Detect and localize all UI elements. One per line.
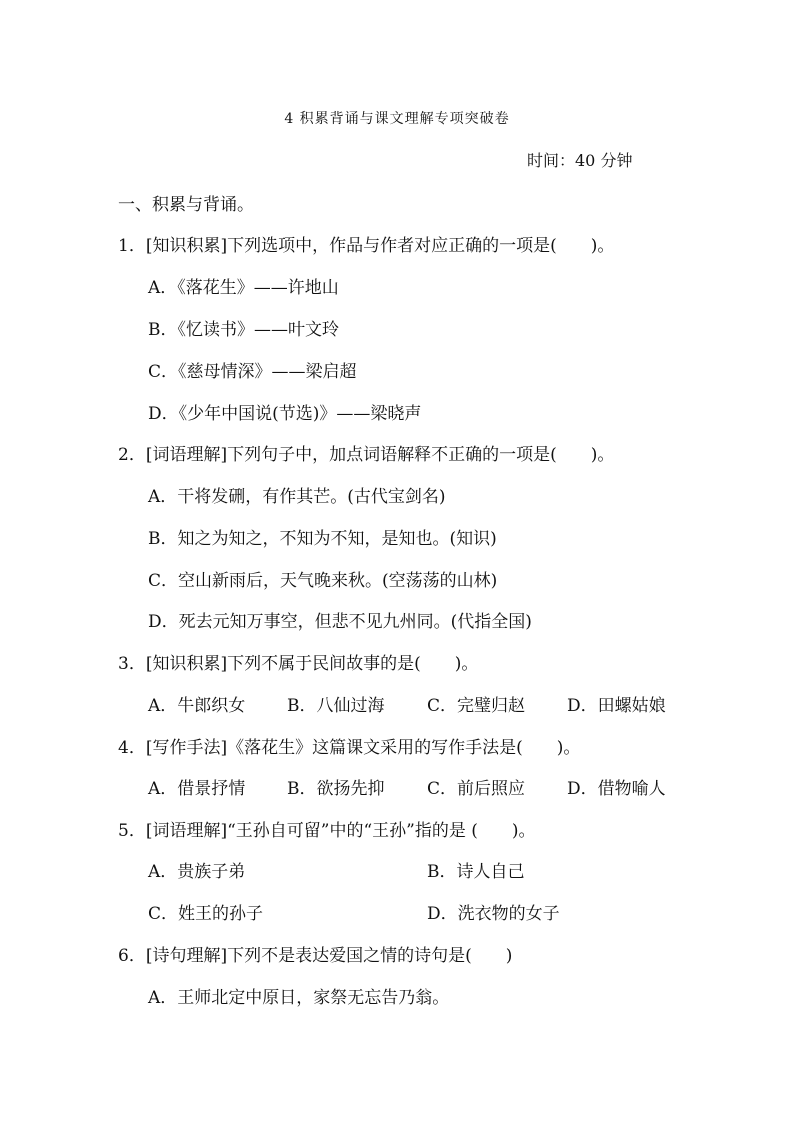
page-title: 4 积累背诵与课文理解专项突破卷 — [284, 111, 510, 127]
q2-option-b: B．知之为知之，不知为不知，是知也。(知识) — [148, 529, 497, 549]
q4-option-d: D．借物喻人 — [567, 779, 666, 799]
q3-option-c: C．完璧归赵 — [427, 696, 526, 716]
q3-option-b: B．八仙过海 — [287, 696, 385, 716]
q4-option-a: A．借景抒情 — [148, 779, 246, 799]
question-1-stem: 1．[知识积累]下列选项中，作品与作者对应正确的一项是( )。 — [118, 236, 615, 256]
q4-option-b: B．欲扬先抑 — [287, 779, 385, 799]
q5-option-d: D．洗衣物的女子 — [427, 904, 560, 924]
q5-option-b: B．诗人自己 — [427, 862, 525, 882]
q5-option-a: A．贵族子弟 — [148, 862, 246, 882]
section-heading: 一、积累与背诵。 — [118, 195, 254, 215]
q5-option-c: C．姓王的孙子 — [148, 904, 264, 924]
q2-option-d: D．死去元知万事空，但悲不见九州同。(代指全国) — [148, 612, 532, 632]
q1-option-d: D．《少年中国说(节选)》——梁晓声 — [148, 404, 422, 424]
q4-option-c: C．前后照应 — [427, 779, 526, 799]
q1-option-b: B．《忆读书》——叶文玲 — [148, 320, 339, 340]
q6-option-a: A．王师北定中原日，家祭无忘告乃翁。 — [148, 988, 450, 1008]
q3-option-d: D．田螺姑娘 — [567, 696, 666, 716]
q2-option-c: C．空山新雨后，天气晚来秋。(空荡荡的山林) — [148, 571, 498, 591]
question-4-stem: 4．[写作手法]《落花生》这篇课文采用的写作手法是( )。 — [118, 738, 581, 758]
q1-option-c: C．《慈母情深》——梁启超 — [148, 362, 357, 382]
question-6-stem: 6．[诗句理解]下列不是表达爱国之情的诗句是( ) — [118, 946, 513, 966]
q3-option-a: A．牛郎织女 — [148, 696, 246, 716]
q2-option-a: A．干将发硎，有作其芒。(古代宝剑名) — [148, 487, 446, 507]
q1-option-a: A．《落花生》——许地山 — [148, 278, 339, 298]
question-5-stem: 5．[词语理解]“王孙自可留”中的“王孙”指的是 ( )。 — [118, 821, 536, 841]
question-2-stem: 2．[词语理解]下列句子中，加点词语解释不正确的一项是( )。 — [118, 445, 615, 465]
question-3-stem: 3．[知识积累]下列不属于民间故事的是( )。 — [118, 654, 479, 674]
time-limit: 时间：40 分钟 — [527, 151, 633, 170]
